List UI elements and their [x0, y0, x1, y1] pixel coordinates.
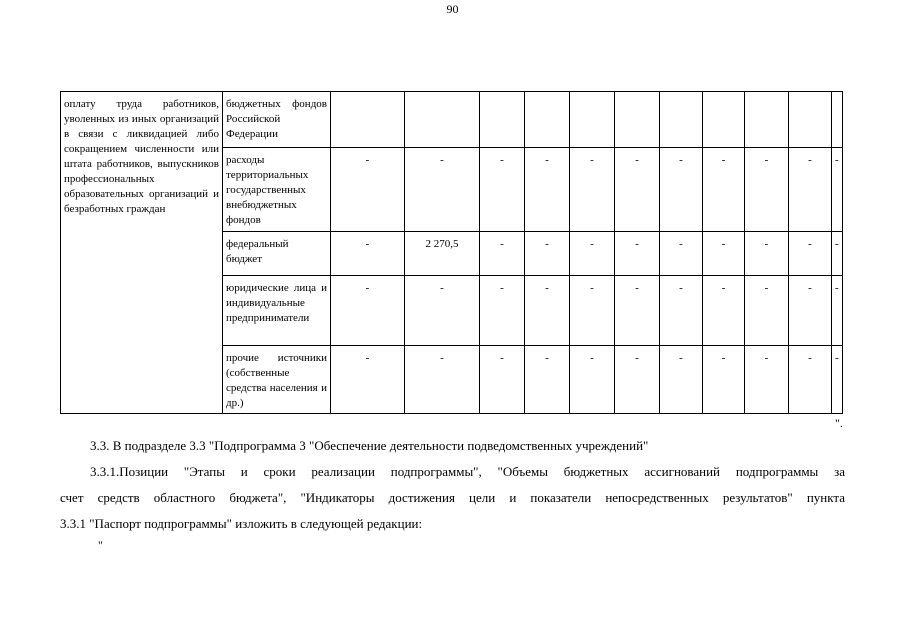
value-cell: -	[832, 346, 843, 414]
value-cell: -	[331, 276, 405, 346]
value-cell	[832, 92, 843, 148]
value-cell: -	[832, 232, 843, 276]
value-cell: -	[745, 276, 789, 346]
value-cell: -	[832, 276, 843, 346]
value-cell: -	[745, 346, 789, 414]
value-cell: -	[480, 148, 525, 232]
value-cell	[660, 92, 703, 148]
value-cell: -	[745, 148, 789, 232]
value-cell: -	[525, 232, 570, 276]
funding-source-cell: юридические лица и индивидуальные предприниматели	[223, 276, 331, 346]
budget-table	[60, 91, 843, 414]
value-cell: -	[480, 346, 525, 414]
value-cell	[703, 92, 745, 148]
value-cell: -	[703, 148, 745, 232]
expense-category-cell: оплату труда работников, уволенных из иных организаций в связи с ликвидацией либо сокращением численности или штата работников, выпускников профессиональных образовательных организаций и безработных граждан	[61, 92, 223, 414]
value-cell: -	[789, 232, 832, 276]
value-cell: -	[405, 148, 480, 232]
value-cell: -	[789, 346, 832, 414]
value-cell	[405, 92, 480, 148]
value-cell: -	[745, 232, 789, 276]
page-number: 90	[446, 2, 459, 16]
value-cell: -	[405, 346, 480, 414]
value-cell: -	[570, 148, 615, 232]
value-cell: -	[525, 276, 570, 346]
value-cell: -	[480, 276, 525, 346]
value-cell: -	[615, 346, 660, 414]
paragraph-line-3: 3.3.1 "Паспорт подпрограммы" изложить в следующей редакции:	[60, 516, 423, 531]
funding-source-cell: расходы территориальных государственных внебюджетных фондов	[223, 148, 331, 232]
paragraph-line-1-text: 3.3.1.Позиции "Этапы и сроки реализации подпрограммы", "Объемы бюджетных ассигнований подпрограммы за	[90, 464, 845, 479]
value-cell	[615, 92, 660, 148]
value-cell: -	[615, 232, 660, 276]
value-cell	[331, 92, 405, 148]
value-cell: -	[660, 276, 703, 346]
paragraph-line-2: счет средств областного бюджета", "Индикаторы достижения цели и показатели непосредственных результатов" пункта	[60, 490, 845, 505]
value-cell: -	[660, 346, 703, 414]
funding-source-cell: федеральный бюджет	[223, 232, 331, 276]
value-cell	[789, 92, 832, 148]
closing-quote: ".	[835, 416, 843, 430]
funding-source-cell: прочие источники (собственные средства населения и др.)	[223, 346, 331, 414]
value-cell	[745, 92, 789, 148]
opening-quote: "	[98, 538, 103, 552]
section-heading-paragraph	[60, 433, 845, 459]
value-cell: -	[570, 276, 615, 346]
value-cell: -	[525, 346, 570, 414]
value-cell: -	[331, 148, 405, 232]
value-cell: -	[570, 346, 615, 414]
value-cell: -	[525, 148, 570, 232]
value-cell: -	[703, 232, 745, 276]
value-cell: -	[789, 148, 832, 232]
funding-source-cell: бюджетных фондов Российской Федерации	[223, 92, 331, 148]
value-cell: -	[615, 276, 660, 346]
value-cell: -	[660, 148, 703, 232]
paragraph-line-1	[60, 459, 845, 485]
value-cell: -	[480, 232, 525, 276]
value-cell	[525, 92, 570, 148]
value-cell: -	[570, 232, 615, 276]
value-cell: -	[660, 232, 703, 276]
section-heading-text: 3.3. В подразделе 3.3 "Подпрограмма 3 "Обеспечение деятельности подведомственных учреждений"	[90, 438, 649, 453]
value-cell: -	[703, 346, 745, 414]
value-cell: -	[331, 232, 405, 276]
table-row	[61, 92, 843, 148]
value-cell: -	[615, 148, 660, 232]
value-cell	[480, 92, 525, 148]
value-cell: -	[789, 276, 832, 346]
value-cell: -	[405, 276, 480, 346]
value-cell: -	[331, 346, 405, 414]
value-cell	[570, 92, 615, 148]
value-cell: 2 270,5	[405, 232, 480, 276]
value-cell: -	[703, 276, 745, 346]
value-cell: -	[832, 148, 843, 232]
